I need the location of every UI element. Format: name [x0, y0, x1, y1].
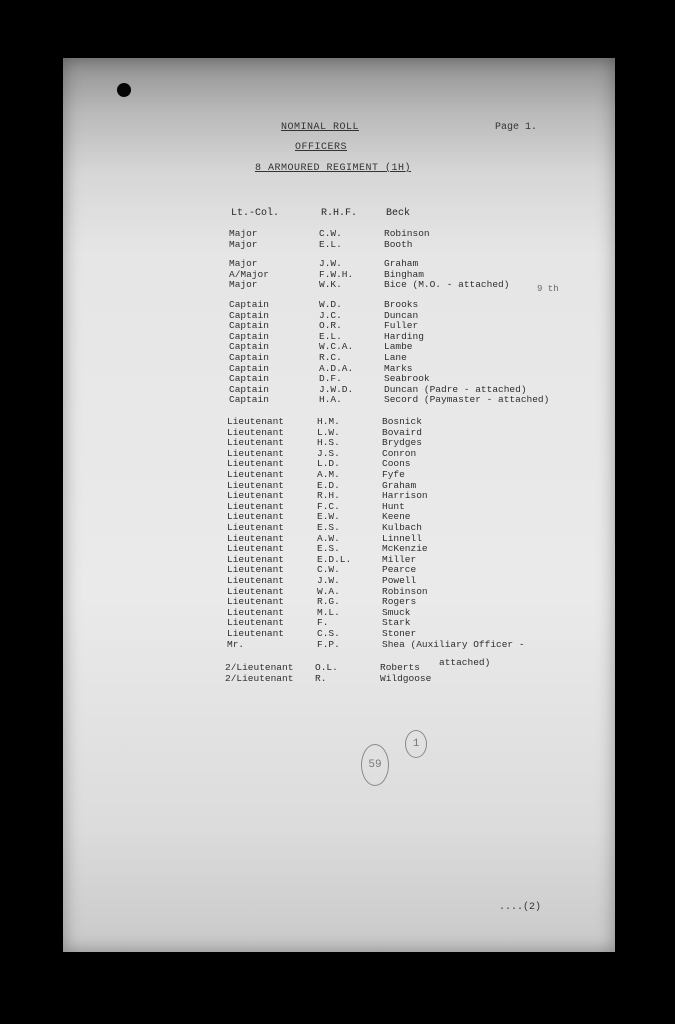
rank: Major — [229, 279, 258, 291]
initials: R.H. — [317, 490, 340, 502]
surname: Miller — [382, 553, 417, 565]
rank: Lieutenant — [227, 532, 285, 544]
rank: Lieutenant — [227, 490, 285, 502]
surname: Lane — [384, 352, 407, 363]
initials: O.R. — [319, 320, 342, 332]
initials: J.S. — [317, 447, 340, 459]
rank: Captain — [229, 309, 269, 321]
rank: Captain — [229, 330, 269, 342]
surname: Bovaird — [382, 426, 422, 438]
rank: Lieutenant — [227, 500, 285, 512]
initials: J.C. — [319, 309, 342, 321]
rank: Lieutenant — [227, 596, 285, 608]
surname: Brydges — [382, 437, 422, 449]
rank: Captain — [229, 352, 269, 363]
rank: Lieutenant — [227, 575, 285, 586]
initials: A.D.A. — [319, 362, 354, 374]
surname: Linnell — [382, 532, 422, 544]
initials: W.D. — [319, 299, 342, 310]
rank: Lieutenant — [227, 426, 285, 438]
initials: J.W. — [317, 575, 340, 586]
margin-annotation: 9 th — [537, 284, 559, 294]
rank: Lieutenant — [227, 479, 285, 491]
rank: 2/Lieutenant — [225, 662, 294, 674]
surname: Fuller — [384, 320, 419, 332]
rank: Mr. — [227, 638, 245, 650]
title-nominal-roll: NOMINAL ROLL — [281, 122, 360, 133]
rank: Lieutenant — [227, 416, 285, 427]
initials: W.C.A. — [319, 341, 354, 353]
rank: Lieutenant — [227, 628, 285, 639]
initials: W.K. — [319, 279, 342, 291]
initials: A.W. — [317, 532, 340, 544]
surname: Stark — [382, 617, 411, 629]
surname: Beck — [386, 208, 411, 219]
rank: Captain — [229, 373, 269, 385]
initials: E.L. — [319, 238, 342, 250]
surname: Conron — [382, 447, 417, 459]
initials: W.A. — [317, 585, 340, 597]
surname: Robinson — [384, 228, 430, 239]
surname: Stoner — [382, 628, 417, 639]
rank: Lieutenant — [227, 585, 285, 597]
surname: Graham — [382, 479, 417, 491]
title-regiment: 8 ARMOURED REGIMENT (1H) — [255, 163, 412, 174]
initials: C.W. — [319, 228, 342, 239]
initials: L.W. — [317, 426, 340, 438]
rank: Lieutenant — [227, 617, 285, 629]
rank: Captain — [229, 320, 269, 332]
stamp-left: 59 — [361, 744, 389, 786]
surname: McKenzie — [382, 543, 428, 555]
punch-hole — [117, 83, 131, 97]
initials: H.A. — [319, 394, 342, 406]
surname: Duncan (Padre - attached) — [384, 383, 527, 395]
surname: Wildgoose — [380, 672, 432, 684]
rank: Lieutenant — [227, 447, 285, 459]
initials: E.S. — [317, 543, 340, 555]
stamp-right: 1 — [405, 730, 427, 758]
surname: Hunt — [382, 500, 405, 512]
initials: F.P. — [317, 638, 340, 650]
surname: Bosnick — [382, 416, 422, 427]
surname: Shea (Auxiliary Officer - — [382, 638, 525, 650]
rank: Major — [229, 228, 258, 239]
rank: Captain — [229, 394, 269, 406]
continuation-line: attached) — [439, 657, 491, 668]
initials: E.D. — [317, 479, 340, 491]
initials: R. — [315, 672, 327, 684]
initials: J.W. — [319, 258, 342, 270]
surname: Keene — [382, 511, 411, 523]
initials: O.L. — [315, 662, 338, 674]
rank: Lt.-Col. — [231, 208, 280, 219]
initials: F.C. — [317, 500, 340, 512]
surname: Robinson — [382, 585, 428, 597]
surname: Bice (M.O. - attached) — [384, 279, 510, 291]
initials: H.M. — [317, 416, 340, 427]
rank: A/Major — [229, 268, 269, 280]
rank: Lieutenant — [227, 606, 285, 618]
rank: Lieutenant — [227, 522, 285, 533]
initials: H.S. — [317, 437, 340, 449]
surname: Marks — [384, 362, 413, 374]
rank: 2/Lieutenant — [225, 672, 294, 684]
initials: L.D. — [317, 458, 340, 470]
rank: Lieutenant — [227, 553, 285, 565]
surname: Brooks — [384, 299, 419, 310]
surname: Duncan — [384, 309, 419, 321]
initials: R.C. — [319, 352, 342, 363]
surname: Booth — [384, 238, 413, 250]
initials: C.W. — [317, 564, 340, 576]
title-officers: OFFICERS — [295, 142, 348, 153]
surname: Rogers — [382, 596, 417, 608]
rank: Lieutenant — [227, 543, 285, 555]
rank: Lieutenant — [227, 564, 285, 576]
initials: C.S. — [317, 628, 340, 639]
initials: E.W. — [317, 511, 340, 523]
rank: Lieutenant — [227, 458, 285, 470]
surname: Coons — [382, 458, 411, 470]
surname: Roberts — [380, 662, 420, 674]
rank: Captain — [229, 341, 269, 353]
surname: Graham — [384, 258, 419, 270]
initials: E.S. — [317, 522, 340, 533]
rank: Lieutenant — [227, 511, 285, 523]
surname: Harding — [384, 330, 424, 342]
rank: Captain — [229, 362, 269, 374]
rank: Captain — [229, 299, 269, 310]
initials: M.L. — [317, 606, 340, 618]
initials: E.D.L. — [317, 553, 352, 565]
page-number: Page 1. — [495, 122, 538, 133]
initials: F. — [317, 617, 329, 629]
initials: R.G. — [317, 596, 340, 608]
surname: Bingham — [384, 268, 424, 280]
surname: Secord (Paymaster - attached) — [384, 394, 550, 406]
initials: A.M. — [317, 469, 340, 480]
rank: Lieutenant — [227, 437, 285, 449]
initials: F.W.H. — [319, 268, 354, 280]
rank: Major — [229, 238, 258, 250]
surname: Fyfe — [382, 469, 405, 480]
document-page — [63, 58, 615, 952]
surname: Harrison — [382, 490, 428, 502]
rank: Captain — [229, 383, 269, 395]
rank: Lieutenant — [227, 469, 285, 480]
initials: E.L. — [319, 330, 342, 342]
surname: Powell — [382, 575, 417, 586]
surname: Seabrook — [384, 373, 430, 385]
surname: Pearce — [382, 564, 417, 576]
surname: Smuck — [382, 606, 411, 618]
initials: D.F. — [319, 373, 342, 385]
surname: Kulbach — [382, 522, 422, 533]
initials: J.W.D. — [319, 383, 354, 395]
surname: Lambe — [384, 341, 413, 353]
initials: R.H.F. — [321, 208, 358, 219]
continuation-footer: ....(2) — [499, 902, 542, 913]
rank: Major — [229, 258, 258, 270]
